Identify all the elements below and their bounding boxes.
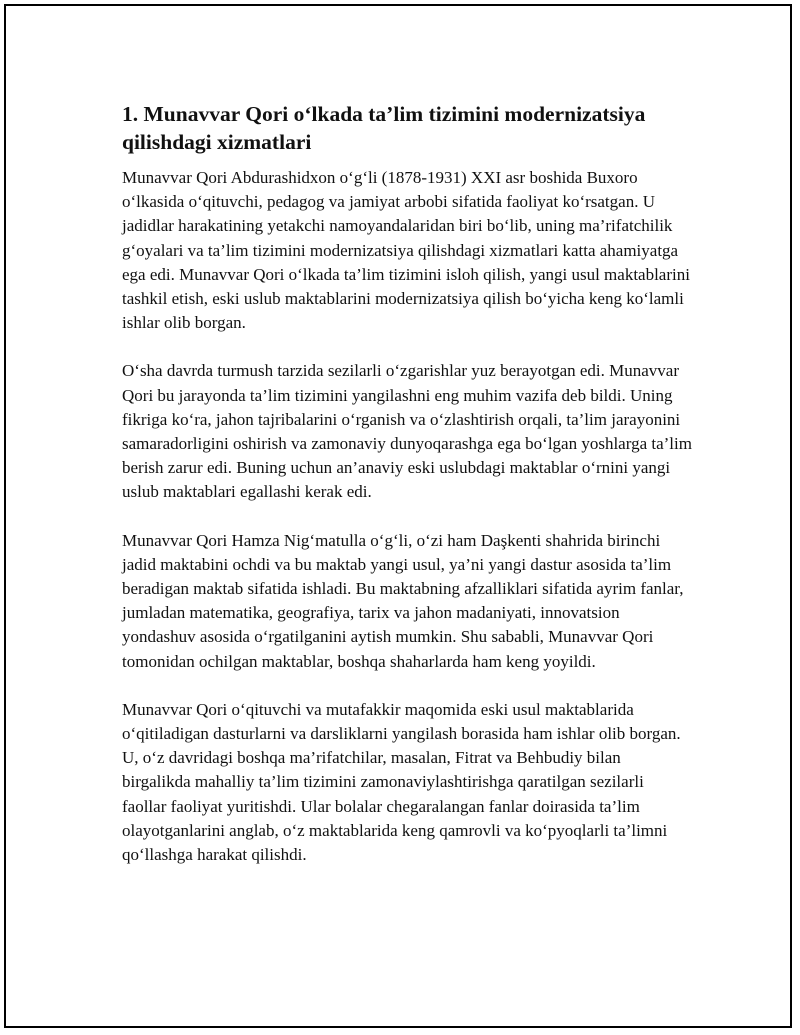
page-frame [4, 4, 792, 1028]
paragraph-2: O‘sha davrda turmush tarzida sezilarli o‘zgarishlar yuz berayotgan edi. Munavvar Qori bu jarayonda ta’lim tizimini yangilashni eng muhim vazifa deb bildi. Uning fikriga ko‘ra, jahon tajribalarini o‘rganish va o‘zlashtirish orqali, ta’lim jarayonini samaradorligini oshirish va zamonaviy dunyoqarashga ega bo‘lgan yoshlarga ta’lim berish zarur edi. Buning uchun an’anaviy eski uslubdagi maktablar o‘rnini yangi uslub maktablari egallashi kerak edi. [122, 361, 692, 502]
section-heading: 1. Munavvar Qori o‘lkada ta’lim tizimini modernizatsiya qilishdagi xizmatlari [122, 102, 646, 154]
paragraph-1: Munavvar Qori Abdurashidxon o‘g‘li (1878-1931) XXI asr boshida Buxoro o‘lkasida o‘qituvchi, pedagog va jamiyat arbobi sifatida faoliyat ko‘rsatgan. U jadidlar harakatining yetakchi namoyandalaridan biri bo‘lib, uning ma’rifatchilik g‘oyalari va ta’lim tizimini modernizatsiya qilishdagi xizmatlari katta ahamiyatga ega edi. Munavvar Qori o‘lkada ta’lim tizimini isloh qilish, yangi usul maktablarini tashkil etish, eski uslub maktablarini modernizatsiya qilish bo‘yicha keng ko‘lamli ishlar olib borgan. [122, 168, 690, 333]
paragraph-3: Munavvar Qori Hamza Nig‘matulla o‘g‘li, o‘zi ham Daşkenti shahrida birinchi jadid maktabini ochdi va bu maktab yangi usul, ya’ni yangi dastur asosida ta’lim beradigan maktab sifatida ishladi. Bu maktabning afzalliklari sifatida ayrim fanlar, jumladan matematika, geografiya, tarix va jahon madaniyati, innovatsion yondashuv asosida o‘rgatilganini aytish mumkin. Shu sababli, Munavvar Qori tomonidan ochilgan maktablar, boshqa shaharlarda ham keng yoyildi. [122, 530, 684, 671]
paragraph-4: Munavvar Qori o‘qituvchi va mutafakkir maqomida eski usul maktablarida o‘qitiladigan dasturlarni va darsliklarni yangilash borasida ham ishlar olib borgan. U, o‘z davridagi boshqa ma’rifatchilar, masalan, Fitrat va Behbudiy bilan birgalikda mahalliy ta’lim tizimini zamonaviylashtirishga qaratilgan sezilarli faollar faoliyat yuritishdi. Ular bolalar chegaralangan fanlar doirasida ta’lim olayotganlarini anglab, o‘z maktablarida keng qamrovli va ko‘pyoqlarli ta’limni qo‘llashga harakat qilishdi. [122, 699, 681, 865]
document-body [122, 100, 692, 891]
